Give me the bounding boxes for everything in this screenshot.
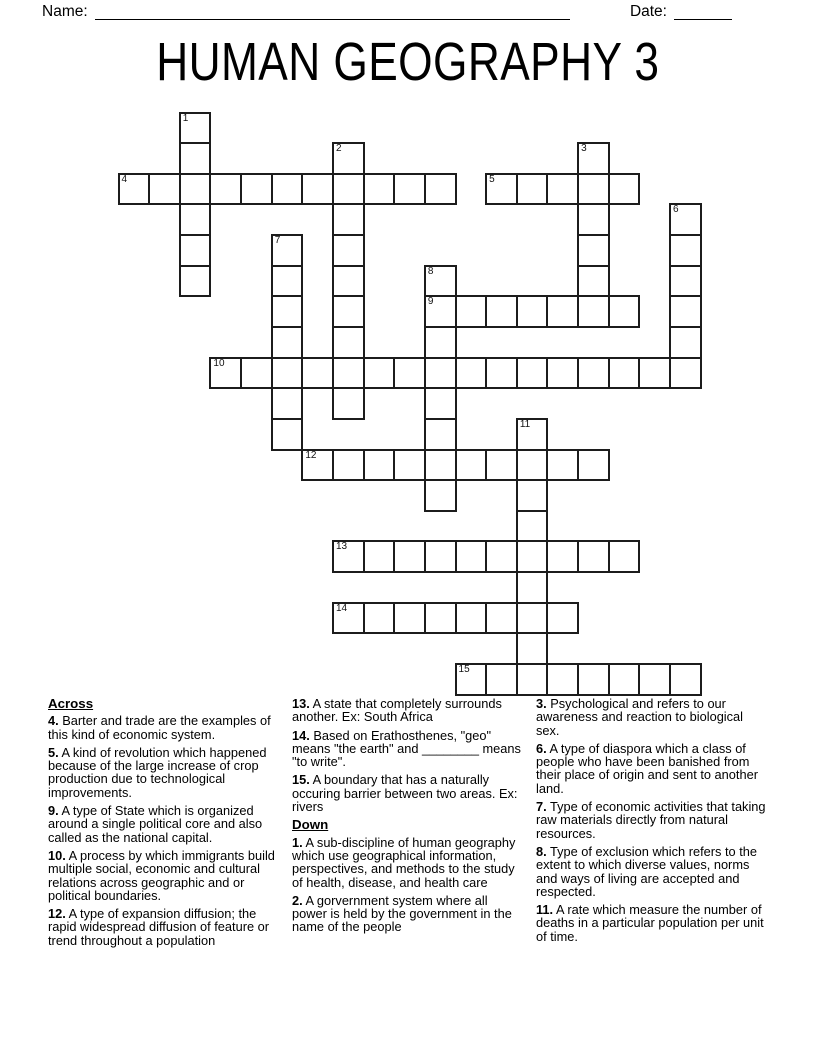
grid-cell [577,234,610,267]
clue-number: 10. [48,847,66,863]
grid-cell [455,449,488,482]
grid-cell [118,173,151,206]
grid-cell [455,663,488,696]
clue-number: 14. [292,727,310,743]
grid-cell [271,265,304,298]
grid-cell [516,479,549,512]
grid-cell [577,265,610,298]
clue-text: A process by which immigrants build multiple social, economic and cultural relations across geographic and or political boundaries. [48,847,275,903]
grid-cell [516,510,549,543]
grid-cell [179,234,212,267]
grid-cell [179,112,212,145]
grid-cell [546,540,579,573]
page-title [0,33,816,91]
clue-text: A kind of revolution which happened because of the large increase of crop production due to technological improvements. [48,744,267,800]
clue-text: Barter and trade are the examples of this kind of economic system. [48,713,271,742]
clue-number: 8. [536,843,547,859]
cell-number: 9 [427,296,434,308]
grid-cell [332,357,365,390]
grid-cell [209,357,242,390]
cell-number: 1 [182,112,189,124]
grid-cell [271,357,304,390]
grid-cell [240,357,273,390]
cell-number: 7 [274,235,281,247]
grid-cell [332,540,365,573]
clue-text: A type of diaspora which a class of people who have been banished from their place of origin and sent to another land. [536,740,758,796]
clue-item [48,804,279,844]
grid-cell [332,203,365,236]
grid-cell [393,540,426,573]
clue-number: 5. [48,744,59,760]
grid-cell [516,632,549,665]
cell-number: 15 [458,664,470,676]
grid-cell [393,602,426,635]
grid-cell [271,418,304,451]
grid-cell [455,602,488,635]
grid-cell [608,357,641,390]
grid-cell [577,663,610,696]
date-blank-line [674,16,732,20]
grid-cell [638,357,671,390]
clue-item [292,729,523,769]
grid-cell [332,142,365,175]
clue-item [48,907,279,947]
clue-text: A type of expansion diffusion; the rapid widespread diffusion of feature or trend throughout a population [48,906,270,948]
grid-cell [179,142,212,175]
grid-cell [546,602,579,635]
clue-item [48,746,279,799]
grid-cell [148,173,181,206]
cell-number: 10 [213,357,225,369]
grid-cell [608,540,641,573]
cell-number: 5 [489,173,495,185]
grid-cell [485,357,518,390]
clue-text: Psychological and refers to our awareness and reaction to biological sex. [536,696,744,738]
grid-cell [669,234,702,267]
grid-cell [638,663,671,696]
clue-item [292,836,523,889]
clue-item [536,697,767,737]
clue-text: Based on Erathosthenes, "geo" means "the earth" and ________ means "to write". [292,727,521,770]
grid-cell [577,142,610,175]
grid-cell [608,663,641,696]
grid-cell [669,357,702,390]
grid-cell [179,173,212,206]
grid-cell [669,326,702,359]
grid-cell [363,173,396,206]
cell-number: 8 [427,265,434,277]
clue-column [536,697,767,952]
clue-text: A rate which measure the number of deaths in a particular population per unit of time. [536,902,764,944]
grid-cell [608,173,641,206]
grid-cell [301,449,334,482]
clue-number: 2. [292,892,303,908]
clue-text: A gorvernment system where all power is held by the government in the name of the people [292,892,512,935]
clue-list-header: Down [292,817,329,833]
grid-cell [424,326,457,359]
grid-cell [669,295,702,328]
grid-cell [546,295,579,328]
clue-item [292,894,523,934]
clue-text: A boundary that has a naturally occuring barrier between two areas. Ex: rivers [292,772,518,815]
grid-cell [424,387,457,420]
grid-cell [271,326,304,359]
cell-number: 12 [305,449,317,461]
clue-text: A state that completely surrounds another. Ex: South Africa [292,696,502,725]
grid-cell [393,357,426,390]
grid-cell [424,602,457,635]
clue-number: 3. [536,696,547,711]
grid-cell [485,449,518,482]
grid-cell [271,173,304,206]
grid-cell [240,173,273,206]
grid-cell [516,173,549,206]
grid-cell [209,173,242,206]
grid-cell [179,265,212,298]
clue-number: 9. [48,803,59,819]
clue-item [48,714,279,741]
grid-cell [424,357,457,390]
grid-cell [393,173,426,206]
clue-number: 11. [536,902,554,918]
grid-cell [424,295,457,328]
grid-cell [332,602,365,635]
grid-cell [332,449,365,482]
grid-cell [332,326,365,359]
grid-cell [516,663,549,696]
clue-text: Type of exclusion which refers to the extent to which diverse values, norms and ways of living are accepted and respected. [536,843,757,899]
grid-cell [455,540,488,573]
cell-number: 6 [673,204,679,216]
clue-item [292,697,523,724]
grid-cell [516,449,549,482]
grid-cell [332,387,365,420]
grid-cell [271,295,304,328]
grid-cell [546,173,579,206]
grid-cell [271,387,304,420]
grid-cell [577,449,610,482]
grid-cell [485,602,518,635]
clue-item [536,903,767,943]
grid-cell [332,265,365,298]
grid-cell [424,173,457,206]
clue-column [48,697,279,952]
crossword-grid [118,112,703,697]
grid-cell [424,449,457,482]
grid-cell [485,173,518,206]
grid-cell [516,602,549,635]
grid-cell [516,571,549,604]
name-label: Name: [42,3,88,20]
grid-cell [179,203,212,236]
grid-cell [271,234,304,267]
cell-number: 4 [121,173,128,185]
grid-cell [332,234,365,267]
grid-cell [363,357,396,390]
grid-cell [577,173,610,206]
grid-cell [577,203,610,236]
name-blank-line [95,16,570,20]
grid-cell [363,540,396,573]
worksheet-header [42,3,732,20]
grid-cell [577,357,610,390]
grid-cell [485,540,518,573]
grid-cell [608,295,641,328]
clue-number: 12. [48,906,66,922]
grid-cell [363,449,396,482]
clue-number: 6. [536,740,547,756]
clues-section [48,697,767,952]
cell-number: 2 [335,143,342,155]
clue-number: 13. [292,696,310,711]
grid-cell [424,479,457,512]
grid-cell [577,540,610,573]
clue-text: A type of State which is organized around a single political core and also called as the national capital. [48,803,263,845]
grid-cell [516,540,549,573]
grid-cell [546,357,579,390]
cell-number: 3 [581,143,587,155]
grid-cell [669,265,702,298]
clue-item [536,845,767,898]
cell-number: 13 [335,541,348,553]
cell-number: 14 [335,602,348,614]
clue-number: 4. [48,713,59,729]
grid-cell [516,357,549,390]
clue-column [292,697,523,952]
grid-cell [577,295,610,328]
grid-cell [301,357,334,390]
grid-cell [424,418,457,451]
grid-cell [669,663,702,696]
clue-text: A sub-discipline of human geography which use geographical information, perspectives, and methods to the study of health, disease, and health care [292,834,516,890]
clue-item [536,742,767,795]
grid-cell [485,663,518,696]
grid-cell [516,295,549,328]
grid-cell [363,602,396,635]
grid-cell [546,449,579,482]
clue-list-header: Across [48,696,94,711]
grid-cell [393,449,426,482]
grid-cell [516,418,549,451]
cell-number: 11 [519,418,531,430]
grid-cell [485,295,518,328]
grid-cell [424,540,457,573]
grid-cell [455,357,488,390]
grid-cell [332,173,365,206]
clue-number: 15. [292,772,310,788]
grid-cell [669,203,702,236]
grid-cell [301,173,334,206]
grid-cell [332,295,365,328]
page-title-text: HUMAN GEOGRAPHY 3 [156,32,660,92]
clue-number: 1. [292,834,303,850]
clue-number: 7. [536,799,547,815]
clue-item [536,800,767,840]
clue-item [48,849,279,902]
date-label: Date: [629,3,667,20]
grid-cell [424,265,457,298]
grid-cell [455,295,488,328]
clue-text: Type of economic activities that taking raw materials directly from natural resources. [536,799,766,841]
grid-cell [546,663,579,696]
clue-item [292,773,523,813]
